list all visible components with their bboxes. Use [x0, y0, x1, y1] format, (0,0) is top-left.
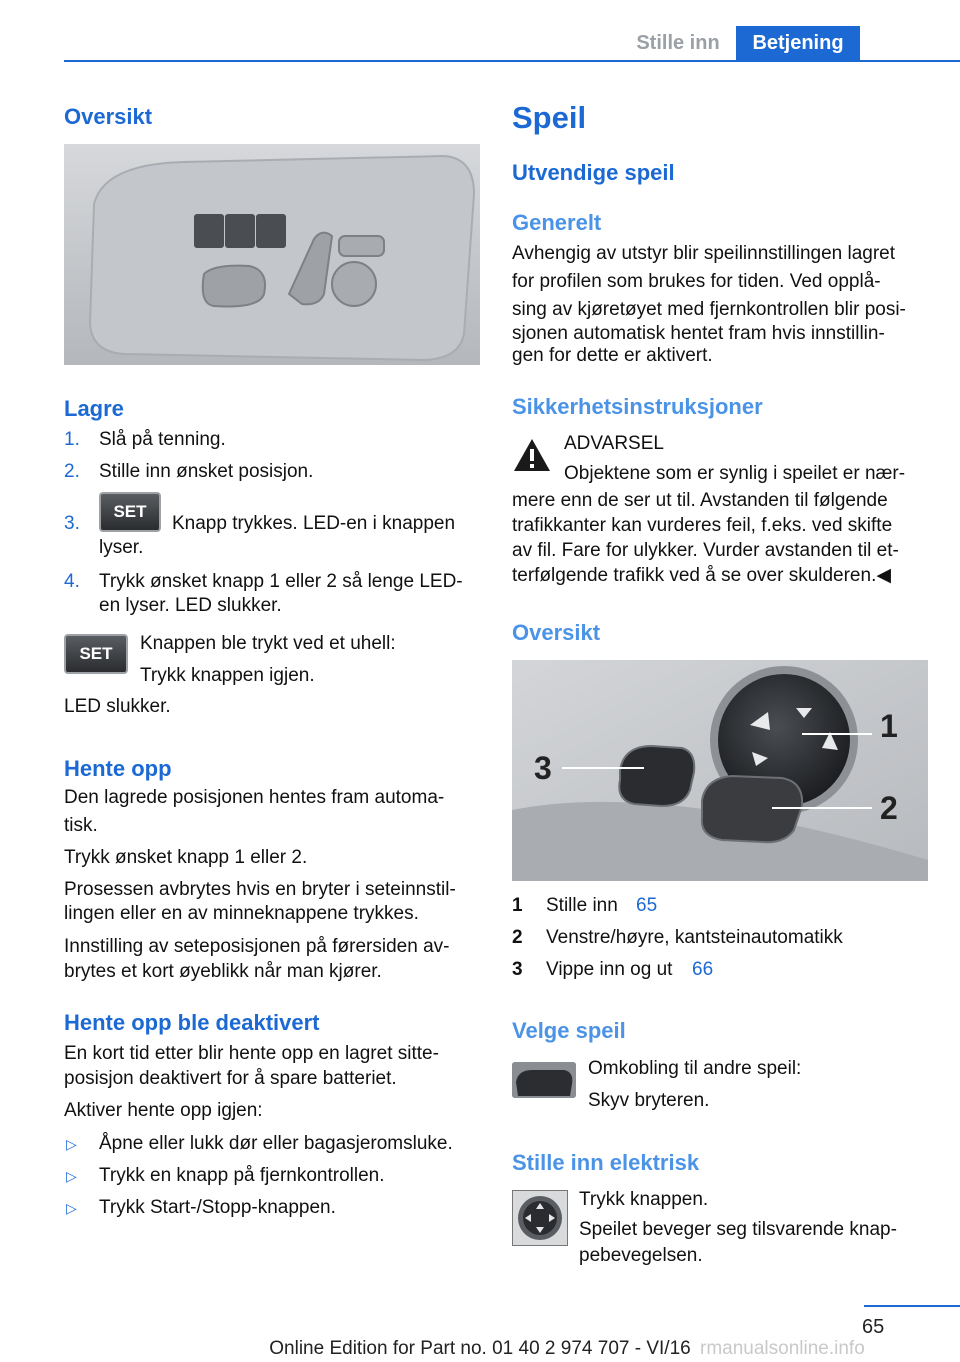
- note-text: Trykk knappen igjen.: [140, 665, 315, 686]
- legend-number: 3: [512, 959, 523, 980]
- step-number: 4.: [64, 571, 80, 592]
- warning-text: Objektene som er synlig i speilet er nær-: [564, 463, 906, 484]
- set-button-icon: SET: [64, 634, 128, 674]
- bullet-icon: ▷: [66, 1200, 77, 1216]
- elektrisk-text: Speilet beveger seg tilsvarende knap-: [579, 1219, 897, 1240]
- legend-number: 1: [512, 895, 523, 916]
- paragraph-line: Den lagrede posisjonen hentes fram automa-: [64, 787, 445, 808]
- warning-icon: [512, 436, 552, 474]
- lagre-heading: Lagre: [64, 396, 124, 421]
- chapter-tab[interactable]: Betjening: [736, 26, 860, 62]
- paragraph-line: En kort tid etter blir hente opp en lagret sitte-: [64, 1043, 439, 1064]
- bullet-text: Åpne eller lukk dør eller bagasjeromsluke.: [99, 1133, 453, 1154]
- warning-text: trafikkanter kan vurderes feil, f.eks. ved skifte: [512, 515, 893, 536]
- elektrisk-text: pebevegelsen.: [579, 1245, 703, 1266]
- sikkerhet-heading: Sikkerhetsinstruksjoner: [512, 394, 763, 419]
- generelt-heading: Generelt: [512, 210, 602, 235]
- step-text: Trykk ønsket knapp 1 eller 2 så lenge LED-: [99, 571, 463, 592]
- set-button-icon: SET: [99, 492, 161, 532]
- paragraph-line: gen for dette er aktivert.: [512, 345, 713, 366]
- right-oversikt-heading: Oversikt: [512, 620, 601, 645]
- legend-page-link[interactable]: 66: [692, 959, 714, 980]
- watermark: rmanualsonline.info: [700, 1338, 865, 1359]
- paragraph-line: sing av kjøretøyet med fjernkontrollen blir posi-: [512, 299, 906, 320]
- edition-footer: Online Edition for Part no. 01 40 2 974 707 - VI/16: [269, 1338, 691, 1359]
- step-text: Stille inn ønsket posisjon.: [99, 461, 314, 482]
- stille-inn-elektrisk-heading: Stille inn elektrisk: [512, 1150, 700, 1175]
- step-number: 2.: [64, 461, 80, 482]
- utvendige-speil-heading: Utvendige speil: [512, 160, 675, 185]
- paragraph-line: Aktiver hente opp igjen:: [64, 1100, 263, 1121]
- step-number: 1.: [64, 429, 80, 450]
- paragraph-line: Prosessen avbrytes hvis en bryter i seteinnstil-: [64, 879, 456, 900]
- bullet-icon: ▷: [66, 1168, 77, 1184]
- legend-text: Venstre/høyre, kantsteinautomatikk: [546, 927, 843, 948]
- step-number: 3.: [64, 513, 80, 534]
- speil-heading: Speil: [512, 100, 587, 135]
- note-text: Knappen ble trykt ved et uhell:: [140, 633, 396, 654]
- section-tab[interactable]: Stille inn: [636, 32, 720, 54]
- left-oversikt-heading: Oversikt: [64, 104, 153, 129]
- paragraph-line: lingen eller en av minneknappene trykkes.: [64, 903, 419, 924]
- callout-2: 2: [880, 790, 898, 826]
- step-text: Knapp trykkes. LED-en i knappen: [172, 513, 456, 534]
- deaktivert-heading: Hente opp ble deaktivert: [64, 1010, 320, 1035]
- page-number: 65: [862, 1316, 885, 1338]
- header-rule: [64, 60, 960, 62]
- warning-title: ADVARSEL: [564, 433, 664, 454]
- velge-speil-heading: Velge speil: [512, 1018, 626, 1043]
- bullet-text: Trykk en knapp på fjernkontrollen.: [99, 1165, 385, 1186]
- led-off-text: LED slukker.: [64, 696, 171, 717]
- velge-text: Skyv bryteren.: [588, 1090, 710, 1111]
- legend-number: 2: [512, 927, 523, 948]
- mirror-adjust-knob-icon: [512, 1190, 568, 1246]
- warning-text: mere enn de ser ut til. Avstanden til følgende: [512, 490, 888, 511]
- paragraph-line: Innstilling av seteposisjonen på førersiden av-: [64, 936, 450, 957]
- paragraph-line: Trykk ønsket knapp 1 eller 2.: [64, 847, 308, 868]
- paragraph-line: tisk.: [64, 815, 98, 836]
- mirror-controls-photo: [512, 660, 928, 881]
- warning-text: terfølgende trafikk ved å se over skulderen.◀: [512, 565, 891, 586]
- footer-rule: [864, 1305, 960, 1307]
- step-text: en lyser. LED slukker.: [99, 595, 282, 616]
- hente-opp-heading: Hente opp: [64, 756, 172, 781]
- bullet-text: Trykk Start-/Stopp-knappen.: [99, 1197, 336, 1218]
- page-header: [0, 0, 960, 62]
- paragraph-line: sjonen automatisk hentet fram hvis innstillin-: [512, 323, 885, 344]
- legend-page-link[interactable]: 65: [636, 895, 658, 916]
- legend-text: Vippe inn og ut: [546, 959, 673, 980]
- legend-text: Stille inn: [546, 895, 618, 916]
- callout-3: 3: [534, 750, 552, 786]
- paragraph-line: brytes et kort øyeblikk når man kjører.: [64, 961, 382, 982]
- velge-text: Omkobling til andre speil:: [588, 1058, 802, 1079]
- elektrisk-text: Trykk knappen.: [579, 1189, 709, 1210]
- paragraph-line: posisjon deaktivert for å spare batteriet.: [64, 1068, 397, 1089]
- step-text: lyser.: [99, 537, 144, 558]
- step-text: Slå på tenning.: [99, 429, 226, 450]
- warning-text: av fil. Fare for ulykker. Vurder avstanden til et-: [512, 540, 899, 561]
- bullet-icon: ▷: [66, 1136, 77, 1152]
- paragraph-line: Avhengig av utstyr blir speilinnstillingen lagret: [512, 243, 896, 264]
- mirror-select-switch-icon: [512, 1062, 576, 1098]
- paragraph-line: for profilen som brukes for tiden. Ved opplå-: [512, 271, 881, 292]
- seat-controls-photo: [64, 144, 480, 365]
- callout-1: 1: [880, 708, 898, 744]
